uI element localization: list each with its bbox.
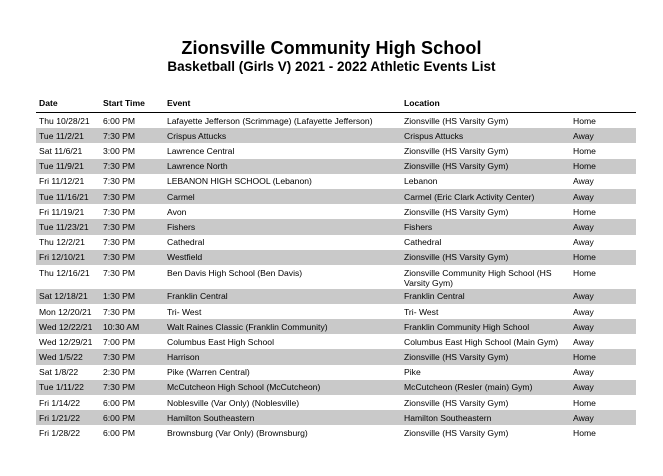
cell-date: Wed 12/29/21 [39, 336, 93, 347]
table-row [36, 235, 636, 250]
cell-date: Fri 11/12/21 [39, 176, 85, 187]
cell-date: Wed 1/5/22 [39, 352, 83, 363]
cell-home-away: Home [573, 161, 596, 172]
cell-home-away: Home [573, 352, 596, 363]
cell-location: Zionsville (HS Varsity Gym) [404, 115, 509, 126]
cell-event: Crispus Attucks [167, 130, 227, 141]
cell-location: Carmel (Eric Clark Activity Center) [404, 191, 535, 202]
cell-date: Fri 1/28/22 [39, 428, 81, 439]
table-row [36, 304, 636, 319]
cell-home-away: Home [573, 206, 596, 217]
cell-location: Zionsville (HS Varsity Gym) [404, 146, 509, 157]
cell-home-away: Away [573, 306, 594, 317]
cell-home-away: Away [573, 130, 594, 141]
cell-date: Mon 12/20/21 [39, 306, 92, 317]
cell-home-away: Home [573, 267, 596, 278]
cell-date: Tue 11/9/21 [39, 161, 84, 172]
cell-start-time: 7:30 PM [103, 267, 136, 278]
table-row [36, 319, 636, 334]
cell-date: Sat 11/6/21 [39, 146, 83, 157]
cell-location: Zionsville (HS Varsity Gym) [404, 352, 509, 363]
cell-start-time: 7:30 PM [103, 130, 136, 141]
table-row [36, 204, 636, 219]
table-row [36, 289, 636, 304]
column-header-start-time: Start Time [103, 98, 145, 108]
cell-event: Tri- West [167, 306, 202, 317]
cell-location: McCutcheon (Resler (main) Gym) [404, 382, 533, 393]
events-table [36, 94, 636, 441]
cell-date: Fri 11/19/21 [39, 206, 85, 217]
table-row [36, 334, 636, 349]
page-subtitle: Basketball (Girls V) 2021 - 2022 Athletic Events List [167, 59, 496, 74]
cell-location: Zionsville (HS Varsity Gym) [404, 397, 509, 408]
cell-location: Fishers [404, 222, 433, 232]
cell-home-away: Home [573, 252, 596, 263]
column-header-event: Event [167, 98, 191, 108]
cell-date: Sat 1/8/22 [39, 367, 79, 378]
table-row [36, 113, 636, 128]
cell-start-time: 7:30 PM [103, 237, 136, 248]
cell-start-time: 6:00 PM [103, 428, 136, 439]
cell-location: Lebanon [404, 176, 438, 187]
cell-date: Fri 1/21/22 [39, 412, 81, 423]
table-row [36, 143, 636, 158]
cell-event: Brownsburg (Var Only) (Brownsburg) [167, 428, 308, 439]
table-row [36, 349, 636, 364]
cell-event: Walt Raines Classic (Franklin Community) [167, 321, 328, 332]
cell-date: Sat 12/18/21 [39, 291, 88, 302]
cell-start-time: 7:30 PM [103, 206, 136, 217]
table-body [36, 113, 636, 441]
table-row [36, 174, 636, 189]
cell-event: Hamilton Southeastern [167, 412, 255, 423]
cell-location: Zionsville Community High School (HS Varsity Gym) [404, 267, 552, 288]
cell-date: Tue 11/2/21 [39, 130, 84, 141]
cell-location: Pike [404, 367, 421, 378]
cell-home-away: Home [573, 146, 596, 157]
cell-location: Tri- West [404, 306, 439, 317]
table-row [36, 365, 636, 380]
cell-start-time: 7:30 PM [103, 176, 136, 187]
cell-event: Westfield [167, 252, 203, 263]
column-header-date: Date [39, 98, 58, 108]
cell-event: McCutcheon High School (McCutcheon) [167, 382, 321, 393]
cell-date: Tue 1/11/22 [39, 382, 84, 393]
cell-location: Crispus Attucks [404, 130, 464, 141]
cell-date: Fri 1/14/22 [39, 397, 81, 408]
cell-event: Lafayette Jefferson (Scrimmage) (Lafayette Jefferson) [167, 115, 373, 126]
cell-home-away: Away [573, 222, 594, 232]
cell-event: Fishers [167, 222, 196, 232]
page-title: Zionsville Community High School [181, 38, 482, 58]
cell-start-time: 7:30 PM [103, 352, 136, 363]
cell-start-time: 2:30 PM [103, 367, 136, 378]
table-row [36, 128, 636, 143]
cell-event: LEBANON HIGH SCHOOL (Lebanon) [167, 176, 312, 187]
cell-location: Zionsville (HS Varsity Gym) [404, 252, 509, 263]
cell-event: Lawrence Central [167, 146, 235, 157]
cell-event: Pike (Warren Central) [167, 367, 250, 378]
cell-start-time: 3:00 PM [103, 146, 136, 157]
cell-location: Franklin Community High School [404, 321, 530, 332]
cell-date: Thu 12/16/21 [39, 267, 90, 278]
cell-location: Zionsville (HS Varsity Gym) [404, 161, 509, 172]
cell-date: Fri 12/10/21 [39, 252, 85, 263]
cell-location: Zionsville (HS Varsity Gym) [404, 206, 509, 217]
cell-start-time: 7:30 PM [103, 161, 136, 172]
cell-location: Franklin Central [404, 291, 465, 302]
cell-event: Avon [167, 206, 187, 217]
cell-home-away: Away [573, 412, 594, 423]
cell-start-time: 6:00 PM [103, 397, 136, 408]
cell-home-away: Home [573, 115, 596, 126]
cell-event: Ben Davis High School (Ben Davis) [167, 267, 303, 278]
cell-event: Harrison [167, 352, 200, 363]
cell-event: Lawrence North [167, 161, 228, 172]
table-row [36, 380, 636, 395]
cell-date: Tue 11/16/21 [39, 191, 89, 202]
cell-start-time: 10:30 AM [103, 321, 140, 332]
cell-start-time: 7:30 PM [103, 252, 136, 263]
cell-home-away: Home [573, 397, 596, 408]
table-row [36, 219, 636, 234]
table-row [36, 425, 636, 440]
cell-start-time: 7:30 PM [103, 222, 136, 232]
cell-start-time: 7:30 PM [103, 382, 136, 393]
cell-home-away: Away [573, 382, 594, 393]
table-row [36, 265, 636, 289]
cell-start-time: 6:00 PM [103, 115, 136, 126]
cell-location: Columbus East High School (Main Gym) [404, 336, 559, 347]
cell-start-time: 7:00 PM [103, 336, 136, 347]
cell-home-away: Away [573, 291, 594, 302]
cell-home-away: Away [573, 237, 594, 248]
cell-location: Zionsville (HS Varsity Gym) [404, 428, 509, 439]
cell-home-away: Away [573, 367, 594, 378]
cell-event: Columbus East High School [167, 336, 274, 347]
cell-home-away: Away [573, 336, 594, 347]
cell-home-away: Away [573, 176, 594, 187]
table-row [36, 395, 636, 410]
cell-location: Hamilton Southeastern [404, 412, 492, 423]
table-row [36, 189, 636, 204]
table-header [36, 94, 636, 113]
table-row [36, 410, 636, 425]
cell-event: Noblesville (Var Only) (Noblesville) [167, 397, 300, 408]
cell-event: Cathedral [167, 237, 205, 248]
table-row [36, 159, 636, 174]
cell-home-away: Home [573, 428, 596, 439]
cell-home-away: Away [573, 321, 594, 332]
cell-location: Cathedral [404, 237, 442, 248]
cell-date: Wed 12/22/21 [39, 321, 93, 332]
cell-start-time: 7:30 PM [103, 306, 136, 317]
cell-date: Thu 12/2/21 [39, 237, 85, 248]
cell-event: Franklin Central [167, 291, 228, 302]
table-row [36, 250, 636, 265]
cell-date: Tue 11/23/21 [39, 222, 89, 232]
cell-start-time: 6:00 PM [103, 412, 136, 423]
cell-event: Carmel [167, 191, 195, 202]
cell-date: Thu 10/28/21 [39, 115, 90, 126]
cell-start-time: 1:30 PM [103, 291, 136, 302]
cell-start-time: 7:30 PM [103, 191, 136, 202]
column-header-location: Location [404, 98, 440, 108]
cell-home-away: Away [573, 191, 594, 202]
